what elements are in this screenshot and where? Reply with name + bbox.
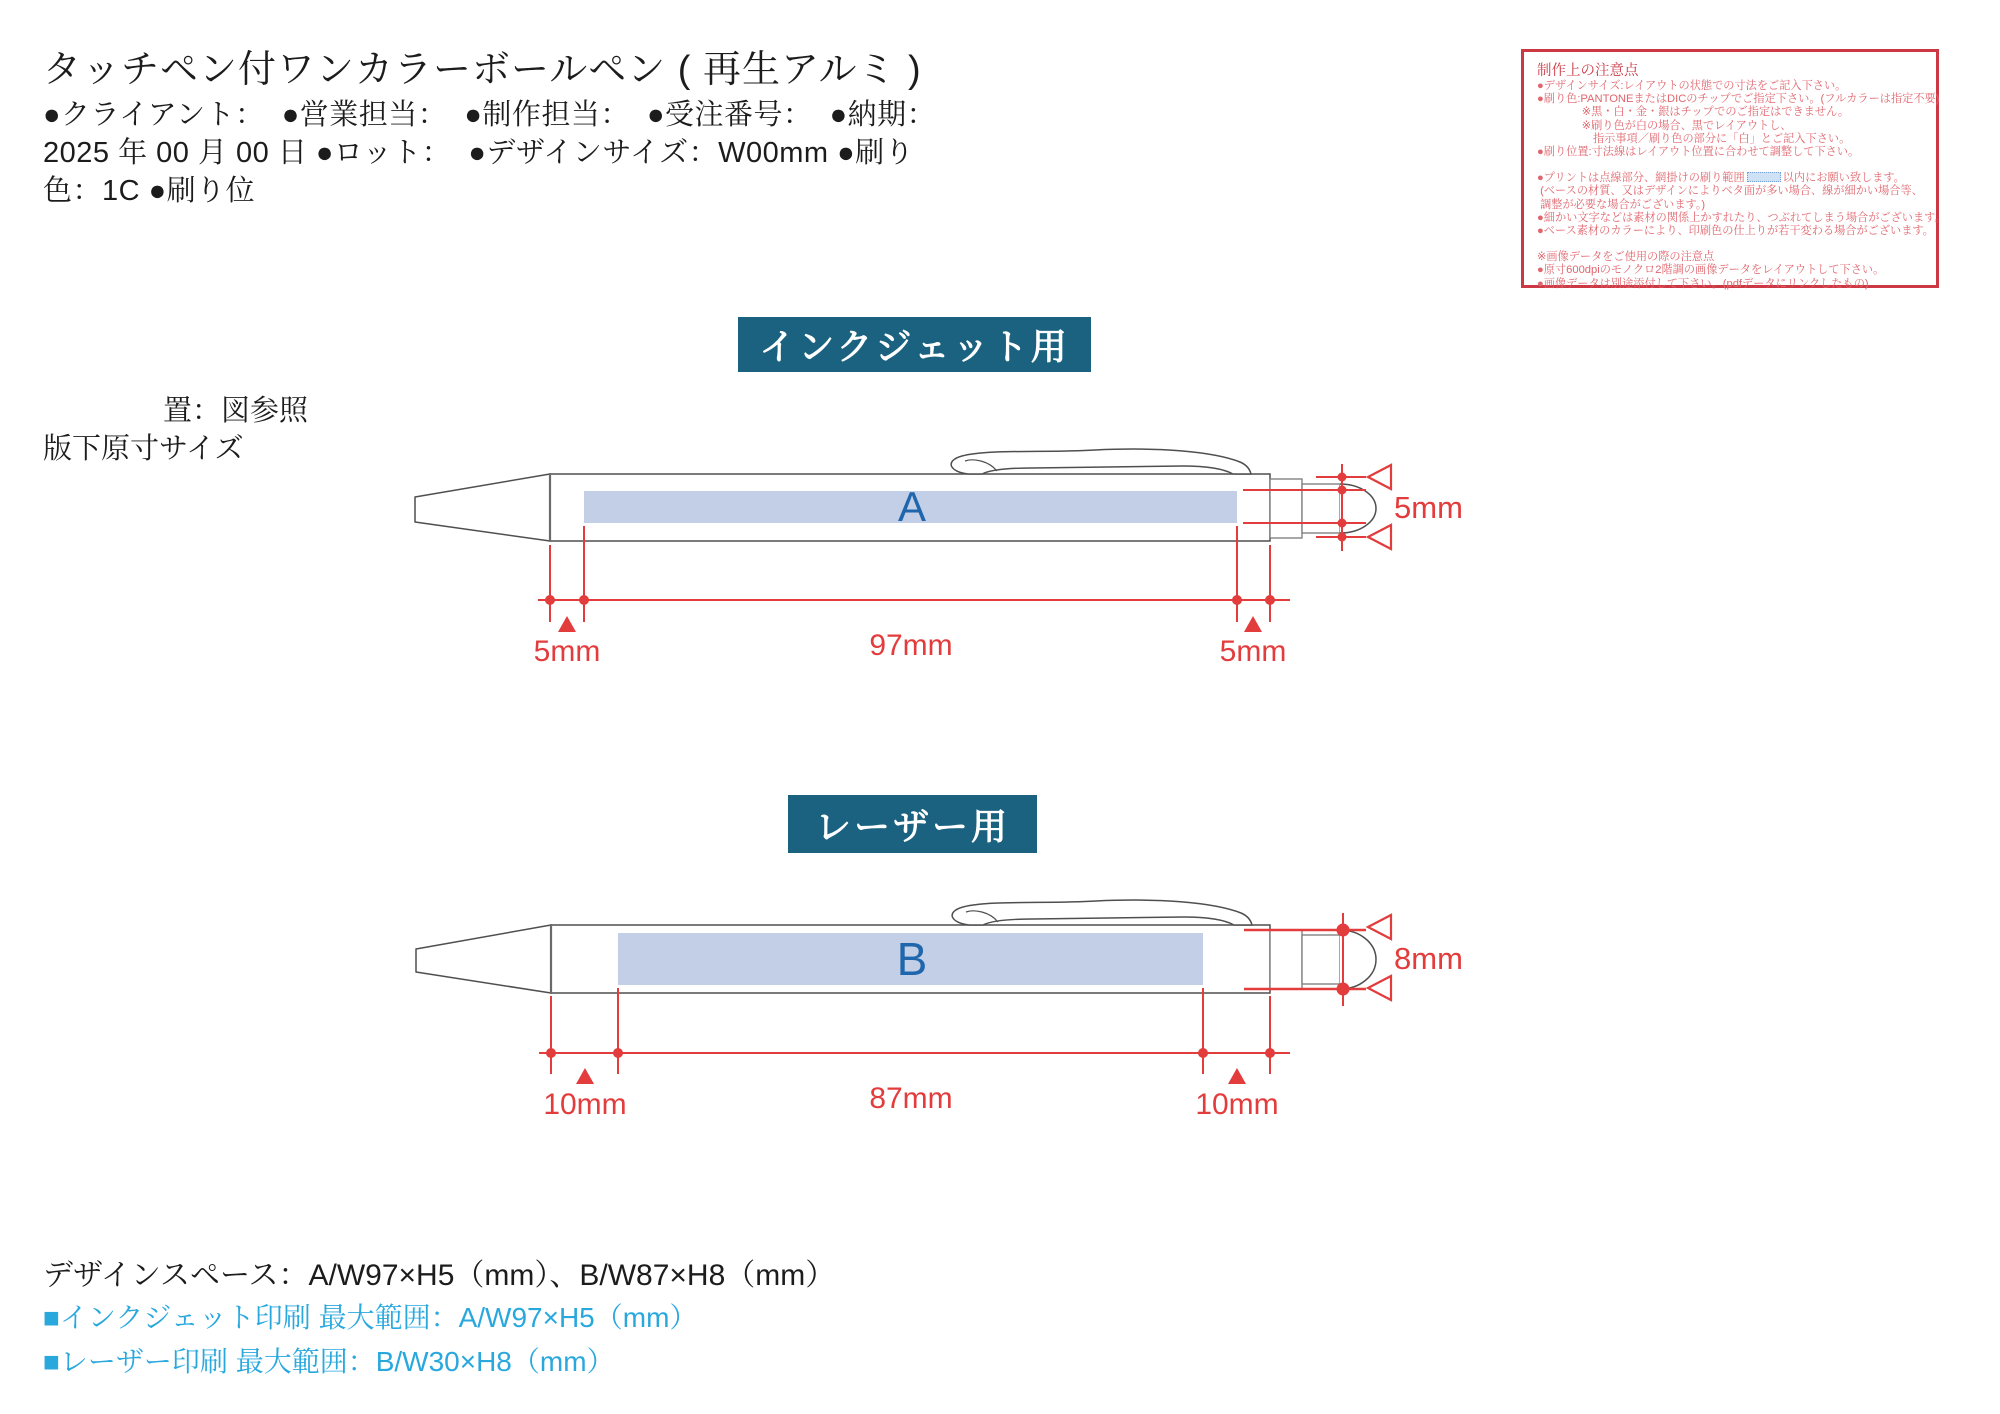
production-notes-box (1521, 49, 1946, 290)
position-marker-triangle (576, 1068, 594, 1084)
order-info-line-2: 2025 年 00 月 00 日 ●ロット： ●デザインサイズ：W00mm ●刷り (43, 137, 915, 169)
print-range-swatch (1747, 172, 1781, 182)
print-width-dim: 87mm (869, 1082, 953, 1115)
left-margin-dim: 5mm (533, 635, 601, 668)
pen-clip-group (952, 900, 1252, 925)
note-line: 調整が必要な場合がございます。) (1537, 198, 1706, 211)
inkjet-section-badge: インクジェット用 (738, 317, 1091, 372)
print-position-wrap-text: 置：図参照 (163, 395, 309, 427)
tip-arrow-top (1368, 915, 1391, 939)
tip-arrow-top (1368, 465, 1391, 489)
note-line: ●ベース素材のカラーにより、印刷色の仕上りが若干変わる場合がございます。 (1537, 225, 1934, 238)
note-line: ●刷り色:PANTONEまたはDICのチップでご指定下さい。(フルカラーは指定不要) (1537, 93, 1940, 106)
note-line: (ベースの材質、又はデザインによりベタ面が多い場合、線が細かい場合等、 (1537, 185, 1923, 198)
plunger-step-2 (1302, 484, 1340, 533)
touch-pen-dome (1340, 930, 1376, 989)
right-margin-dim: 10mm (1195, 1088, 1279, 1121)
tip-height-dim: 8mm (1394, 941, 1463, 976)
left-margin-dim: 10mm (543, 1088, 627, 1121)
print-area-b-label: B (896, 933, 928, 985)
artboard-size-label: 版下原寸サイズ (43, 433, 244, 465)
note-line: ●画像データは別途添付して下さい。(pdfデータにリンクしたもの) (1537, 277, 1869, 290)
note-line: ●刷り位置:寸法線はレイアウト位置に合わせて調整して下さい。 (1537, 146, 1860, 159)
inkjet-pen-diagram (380, 445, 1520, 675)
order-info-line-1: ●クライアント： ●営業担当： ●制作担当： ●受注番号： ●納期： (43, 99, 937, 131)
order-info-line-3: 色：1C ●刷り位 (43, 175, 256, 207)
tip-arrow-bottom (1368, 976, 1391, 1000)
print-area-a-label: A (897, 483, 927, 530)
tip-height-dim: 5mm (1394, 490, 1463, 525)
note-line: 指示事項／刷り色の部分に「白」とご記入下さい。 (1537, 132, 1851, 145)
plunger-step-1 (1270, 479, 1302, 538)
laser-section-badge: レーザー用 (788, 795, 1037, 853)
laser-pen-diagram (380, 895, 1520, 1130)
note-line: ●デザインサイズ:レイアウトの状態での寸法をご記入下さい。 (1537, 80, 1847, 92)
plunger-step-1 (1270, 930, 1302, 989)
note-line: ●細かい文字などは素材の関係上かすれたり、つぶれてしまう場合がございます。 (1537, 211, 1946, 224)
dimension-lines (539, 988, 1290, 1074)
note-line: ●原寸600dpiのモノクロ2階調の画像データをレイアウトして下さい。 (1537, 264, 1885, 277)
laser-max-range: ■レーザー印刷 最大範囲：B/W30×H8（mm） (43, 1346, 615, 1377)
tip-arrow-bottom (1368, 525, 1391, 549)
plunger-step-2 (1302, 935, 1340, 984)
pen-tip-cone (415, 474, 550, 541)
note-image-data-heading: ※画像データをご使用の際の注意点 (1537, 251, 1715, 264)
note-line: ※黒・白・金・銀はチップでのご指定はできません。 (1537, 106, 1850, 119)
inkjet-max-range: ■インクジェット印刷 最大範囲：A/W97×H5（mm） (43, 1302, 698, 1333)
right-margin-dim: 5mm (1219, 635, 1287, 668)
pen-tip-cone (416, 925, 551, 993)
design-space-summary: デザインスペース：A/W97×H5（mm）、B/W87×H8（mm） (43, 1259, 836, 1292)
print-width-dim: 97mm (869, 629, 953, 662)
note-print-range-after: 以内にお願い致します。 (1782, 172, 1905, 185)
page-title: タッチペン付ワンカラーボールペン ( 再生アルミ ) (43, 49, 922, 91)
note-line: ※刷り色が白の場合、黒でレイアウトし、 (1537, 119, 1792, 132)
note-print-range-before: ●プリントは点線部分、網掛けの刷り範囲 (1537, 172, 1745, 185)
position-marker-triangle (558, 616, 576, 632)
note-print-range-line (1537, 172, 1926, 185)
notes-heading: 制作上の注意点 (1537, 63, 1639, 79)
position-marker-triangle (1244, 616, 1262, 632)
position-marker-triangle (1228, 1068, 1246, 1084)
